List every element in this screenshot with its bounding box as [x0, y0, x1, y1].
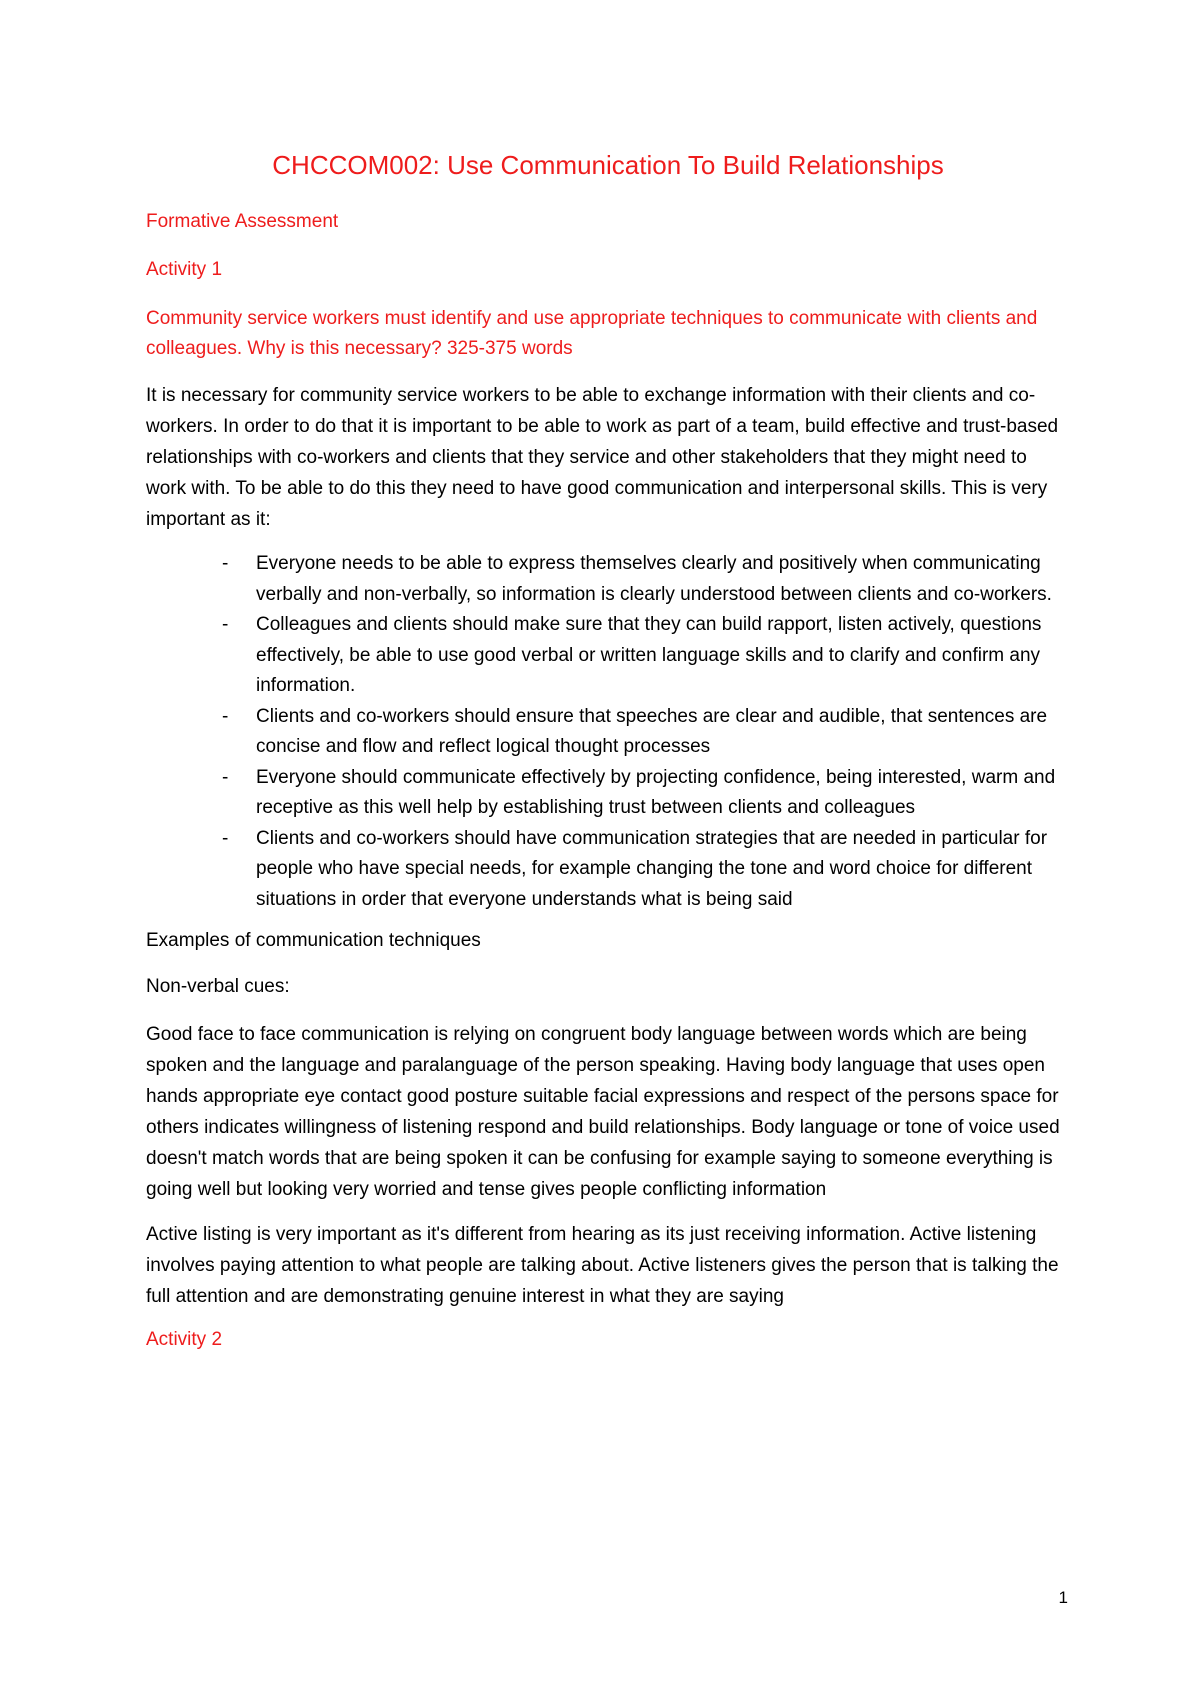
- list-item-text: Everyone should communicate effectively by projecting confidence, being interested, warm and receptive as this well help by establishing trust between clients and colleagues: [256, 766, 1056, 818]
- reasons-list: [146, 549, 1070, 915]
- dash-bullet: -: [222, 614, 229, 635]
- list-item: [222, 610, 1070, 702]
- list-item-text: Clients and co-workers should have communication strategies that are needed in particular for people who have special needs, for example changing the tone and word choice for different situations in order that everyone understands what is being said: [256, 827, 1048, 910]
- dash-bullet: -: [222, 553, 229, 574]
- list-item: [222, 549, 1070, 610]
- activity-1-question: Community service workers must identify and use appropriate techniques to communicate with clients and colleagues. Why is this necessary? 325-375 words: [146, 308, 1038, 359]
- dash-bullet: -: [222, 705, 229, 727]
- list-item-text: Clients and co-workers should ensure that speeches are clear and audible, that sentences are concise and flow and reflect logical thought processes: [256, 705, 1048, 757]
- list-item: [222, 763, 1070, 824]
- list-item-text: Colleagues and clients should make sure that they can build rapport, listen actively, questions effectively, be able to use good verbal or written language skills and to clarify and confirm any information.: [256, 614, 1042, 696]
- examples-heading: Examples of communication techniques: [146, 930, 481, 951]
- page-number: 1: [1058, 1588, 1068, 1607]
- nonverbal-heading: Non-verbal cues:: [146, 976, 290, 997]
- list-item: [222, 824, 1070, 916]
- nonverbal-paragraph: Good face to face communication is relying on congruent body language between words which are being spoken and the language and paralanguage of the person speaking. Having body language that uses open hands appropriate eye contact good posture suitable facial expressions and respect of the persons space for others indicates willingness of listening respond and build relationships. Body language or tone of voice used doesn't match words that are being spoken it can be confusing for example saying to someone everything is going well but looking very worried and tense gives people conflicting information: [146, 1024, 1060, 1200]
- list-item: [222, 702, 1070, 763]
- intro-paragraph: It is necessary for community service workers to be able to exchange information with their clients and co-workers. In order to do that it is important to be able to work as part of a team, build effective and trust-based relationships with co-workers and clients that they service and other stakeholders that they might need to work with. To be able to do this they need to have good communication and interpersonal skills. This is very important as it:: [146, 385, 1059, 530]
- dash-bullet: -: [222, 827, 229, 849]
- activity-1-label: Activity 1: [146, 259, 223, 280]
- assessment-type-label: Formative Assessment: [146, 211, 339, 232]
- activity-2-label: Activity 2: [146, 1329, 223, 1350]
- list-item-text: Everyone needs to be able to express themselves clearly and positively when communicating verbally and non-verbally, so information is clearly understood between clients and co-workers.: [256, 553, 1052, 605]
- dash-bullet: -: [222, 766, 229, 788]
- document-title: CHCCOM002: Use Communication To Build Relationships: [272, 150, 944, 180]
- active-listening-paragraph: Active listing is very important as it's different from hearing as its just receiving information. Active listening involves paying attention to what people are talking about. Active listeners gives the person that is talking the full attention and are demonstrating genuine interest in what they are saying: [146, 1224, 1059, 1307]
